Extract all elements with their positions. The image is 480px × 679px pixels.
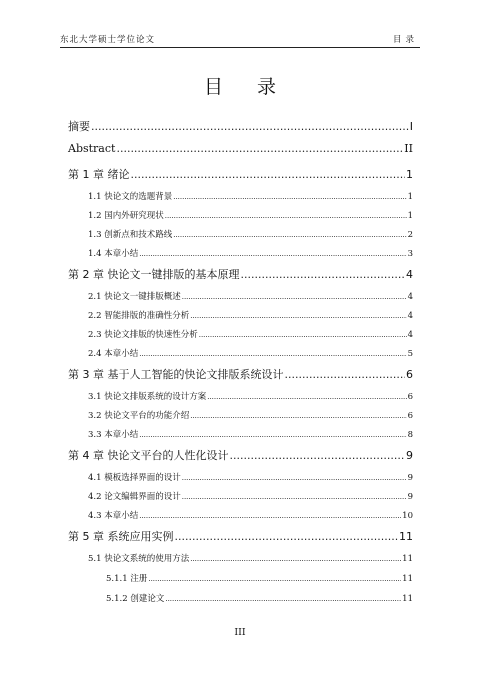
toc-entry-page: 6 [407, 411, 413, 421]
toc-entry-page: 3 [407, 249, 413, 259]
toc-entry-label: 2.1 快论文一键排版概述 [88, 292, 181, 302]
toc-entry-label: 2.2 智能排版的准确性分析 [88, 311, 190, 321]
toc-entry-label: 3.1 快论文排版系统的设计方案 [88, 392, 207, 402]
toc-entry-section-3-2[interactable] [88, 409, 413, 421]
dot-leader [139, 249, 406, 259]
toc-entry-label: 1.2 国内外研究现状 [88, 211, 164, 221]
toc-entry-page: 4 [407, 330, 413, 340]
toc-entry-page: 9 [406, 449, 413, 462]
toc-entry-chapter-4[interactable] [68, 447, 413, 463]
toc-entry-section-3-1[interactable] [88, 390, 413, 402]
toc-entry-page: 4 [407, 292, 413, 302]
dot-leader [230, 449, 406, 462]
dot-leader [139, 430, 406, 440]
toc-entry-page: 9 [407, 492, 413, 502]
toc-entry-page: 5 [407, 349, 413, 359]
toc-entry-page: 1 [406, 168, 413, 181]
dot-leader [182, 492, 407, 502]
dot-leader [131, 168, 406, 181]
toc-entry-label: 5.1.1 注册 [106, 574, 148, 584]
toc-entry-abstract-cn[interactable] [68, 118, 413, 134]
toc-entry-label: 3.2 快论文平台的功能介绍 [88, 411, 190, 421]
toc-entry-page: 11 [402, 574, 413, 584]
dot-leader [182, 292, 407, 302]
header-rule [60, 47, 420, 48]
dot-leader [116, 142, 403, 155]
toc-entry-page: 2 [407, 230, 413, 240]
dot-leader [175, 530, 399, 543]
toc-entry-label: 第 3 章 基于人工智能的快论文排版系统设计 [68, 368, 284, 381]
toc-entry-chapter-2[interactable] [68, 266, 413, 282]
toc-entry-chapter-3[interactable] [68, 366, 413, 382]
toc-entry-page: 6 [406, 368, 413, 381]
toc-entry-section-1-1[interactable] [88, 190, 413, 202]
toc-entry-label: 1.1 快论文的选题背景 [88, 192, 173, 202]
dot-leader [207, 392, 406, 402]
dot-leader [165, 211, 407, 221]
toc-entry-label: 4.2 论文编辑界面的设计 [88, 492, 181, 502]
toc-entry-label: 5.1.2 创建论文 [106, 594, 165, 604]
dot-leader [190, 554, 401, 564]
toc-entry-chapter-5[interactable] [68, 528, 413, 544]
dot-leader [199, 330, 407, 340]
dot-leader [91, 120, 409, 133]
toc-entry-page: 11 [402, 554, 413, 564]
toc-entry-label: 第 2 章 快论文一键排版的基本原理 [68, 268, 240, 281]
toc-entry-page: 11 [399, 530, 413, 543]
toc-entry-section-1-3[interactable] [88, 228, 413, 240]
toc-entry-section-4-3[interactable] [88, 509, 413, 521]
toc-entry-page: 6 [407, 392, 413, 402]
toc-entry-section-2-1[interactable] [88, 290, 413, 302]
dot-leader [165, 594, 401, 604]
toc-entry-label: 第 1 章 绪论 [68, 168, 130, 181]
dot-leader [139, 511, 401, 521]
toc-entry-section-2-4[interactable] [88, 347, 413, 359]
toc-entry-page: 10 [402, 511, 413, 521]
toc-entry-label: 1.3 创新点和技术路线 [88, 230, 173, 240]
dot-leader [182, 473, 407, 483]
toc-entry-abstract-en[interactable] [68, 142, 413, 155]
toc-entry-section-3-3[interactable] [88, 428, 413, 440]
toc-entry-subsection-5-1-1[interactable] [106, 572, 413, 584]
toc-entry-section-2-3[interactable] [88, 328, 413, 340]
toc-entry-section-4-2[interactable] [88, 490, 413, 502]
toc-entry-section-5-1[interactable] [88, 552, 413, 564]
toc-entry-page: 1 [407, 211, 413, 221]
dot-leader [173, 192, 406, 202]
toc-entry-label: 4.3 本章小结 [88, 511, 139, 521]
toc-entry-label: 3.3 本章小结 [88, 430, 139, 440]
toc-entry-label: 5.1 快论文系统的使用方法 [88, 554, 190, 564]
toc-entry-page: 8 [407, 430, 413, 440]
toc-entry-section-1-2[interactable] [88, 209, 413, 221]
toc-entry-page: I [409, 120, 413, 133]
toc-entry-page: II [404, 142, 413, 155]
toc-entry-label: 2.4 本章小结 [88, 349, 139, 359]
toc-entry-label: Abstract [68, 142, 116, 155]
toc-entry-label: 2.3 快论文排版的快速性分析 [88, 330, 198, 340]
dot-leader [173, 230, 406, 240]
toc-entry-section-2-2[interactable] [88, 309, 413, 321]
dot-leader [190, 411, 406, 421]
toc-entry-page: 1 [407, 192, 413, 202]
dot-leader [190, 311, 406, 321]
dot-leader [285, 368, 406, 381]
toc-entry-label: 1.4 本章小结 [88, 249, 139, 259]
page-number: III [234, 627, 246, 638]
toc-entry-page: 11 [402, 594, 413, 604]
toc-entry-label: 第 5 章 系统应用实例 [68, 530, 174, 543]
toc-entry-label: 第 4 章 快论文平台的人性化设计 [68, 449, 229, 462]
toc-entry-subsection-5-1-2[interactable] [106, 592, 413, 604]
header-thesis-title: 东北大学硕士学位论文 [60, 35, 156, 45]
toc-entry-page: 4 [407, 311, 413, 321]
toc-entry-label: 摘要 [68, 120, 90, 133]
page-title: 目 录 [203, 76, 291, 98]
toc-entry-chapter-1[interactable] [68, 166, 413, 182]
toc-entry-page: 4 [406, 268, 413, 281]
header-section-name: 目录 [392, 35, 418, 45]
toc-entry-section-1-4[interactable] [88, 247, 413, 259]
toc-entry-label: 4.1 模板选择界面的设计 [88, 473, 181, 483]
dot-leader [139, 349, 406, 359]
dot-leader [241, 268, 406, 281]
toc-entry-page: 9 [407, 473, 413, 483]
dot-leader [148, 574, 401, 584]
toc-entry-section-4-1[interactable] [88, 471, 413, 483]
